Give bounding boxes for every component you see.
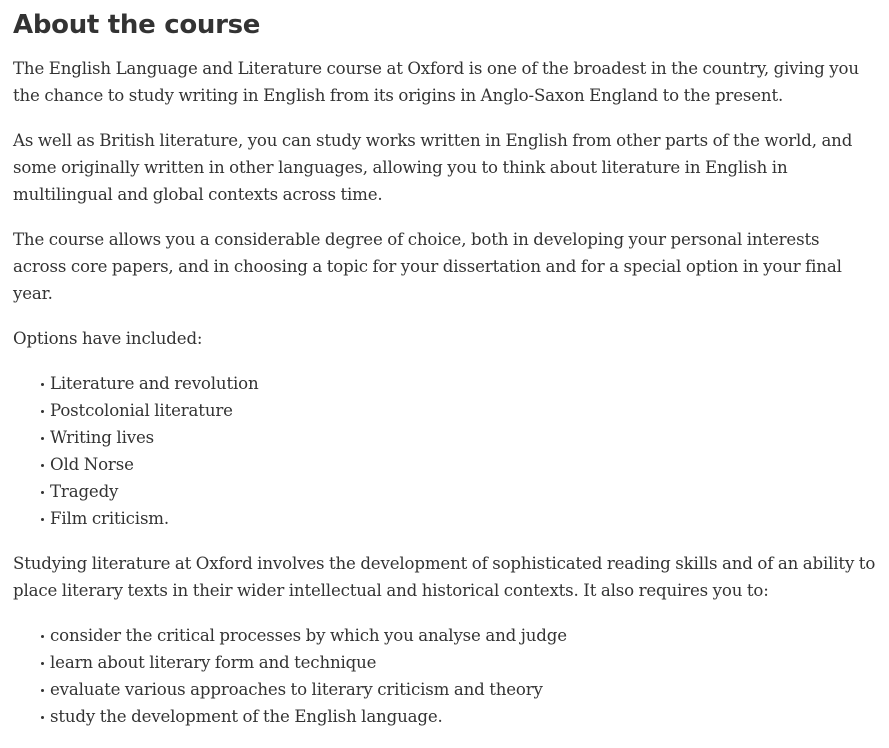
- article-content: [13, 6, 877, 748]
- options-list: [13, 370, 877, 532]
- list-item: Old Norse: [39, 451, 877, 478]
- list-item: Film criticism.: [39, 505, 877, 532]
- british-literature-paragraph: As well as British literature, you can study works written in English from other parts of the world, and some originally written in other languages, allowing you to think about literature in English in multilingual and global contexts across time.: [13, 131, 853, 204]
- list-item: consider the critical processes by which you analyse and judge: [39, 622, 877, 649]
- course-choice-paragraph: The course allows you a considerable degree of choice, both in developing your personal interests across core papers, and in choosing a topic for your dissertation and for a special option in your final year.: [13, 230, 842, 303]
- intro-paragraph: The English Language and Literature course at Oxford is one of the broadest in the country, giving you the chance to study writing in English from its origins in Anglo-Saxon England to the present.: [13, 59, 859, 105]
- list-item: Literature and revolution: [39, 370, 877, 397]
- list-item: study the development of the English language.: [39, 703, 877, 730]
- page-title: About the course: [13, 10, 261, 40]
- requirements-list: [13, 622, 877, 730]
- list-item: Postcolonial literature: [39, 397, 877, 424]
- list-item: evaluate various approaches to literary criticism and theory: [39, 676, 877, 703]
- list-item: Tragedy: [39, 478, 877, 505]
- list-item: Writing lives: [39, 424, 877, 451]
- options-intro-paragraph: Options have included:: [13, 329, 203, 348]
- studying-literature-paragraph: Studying literature at Oxford involves the development of sophisticated reading skills and of an ability to place literary texts in their wider intellectual and historical contexts. It also requires you to:: [13, 554, 876, 600]
- list-item: learn about literary form and technique: [39, 649, 877, 676]
